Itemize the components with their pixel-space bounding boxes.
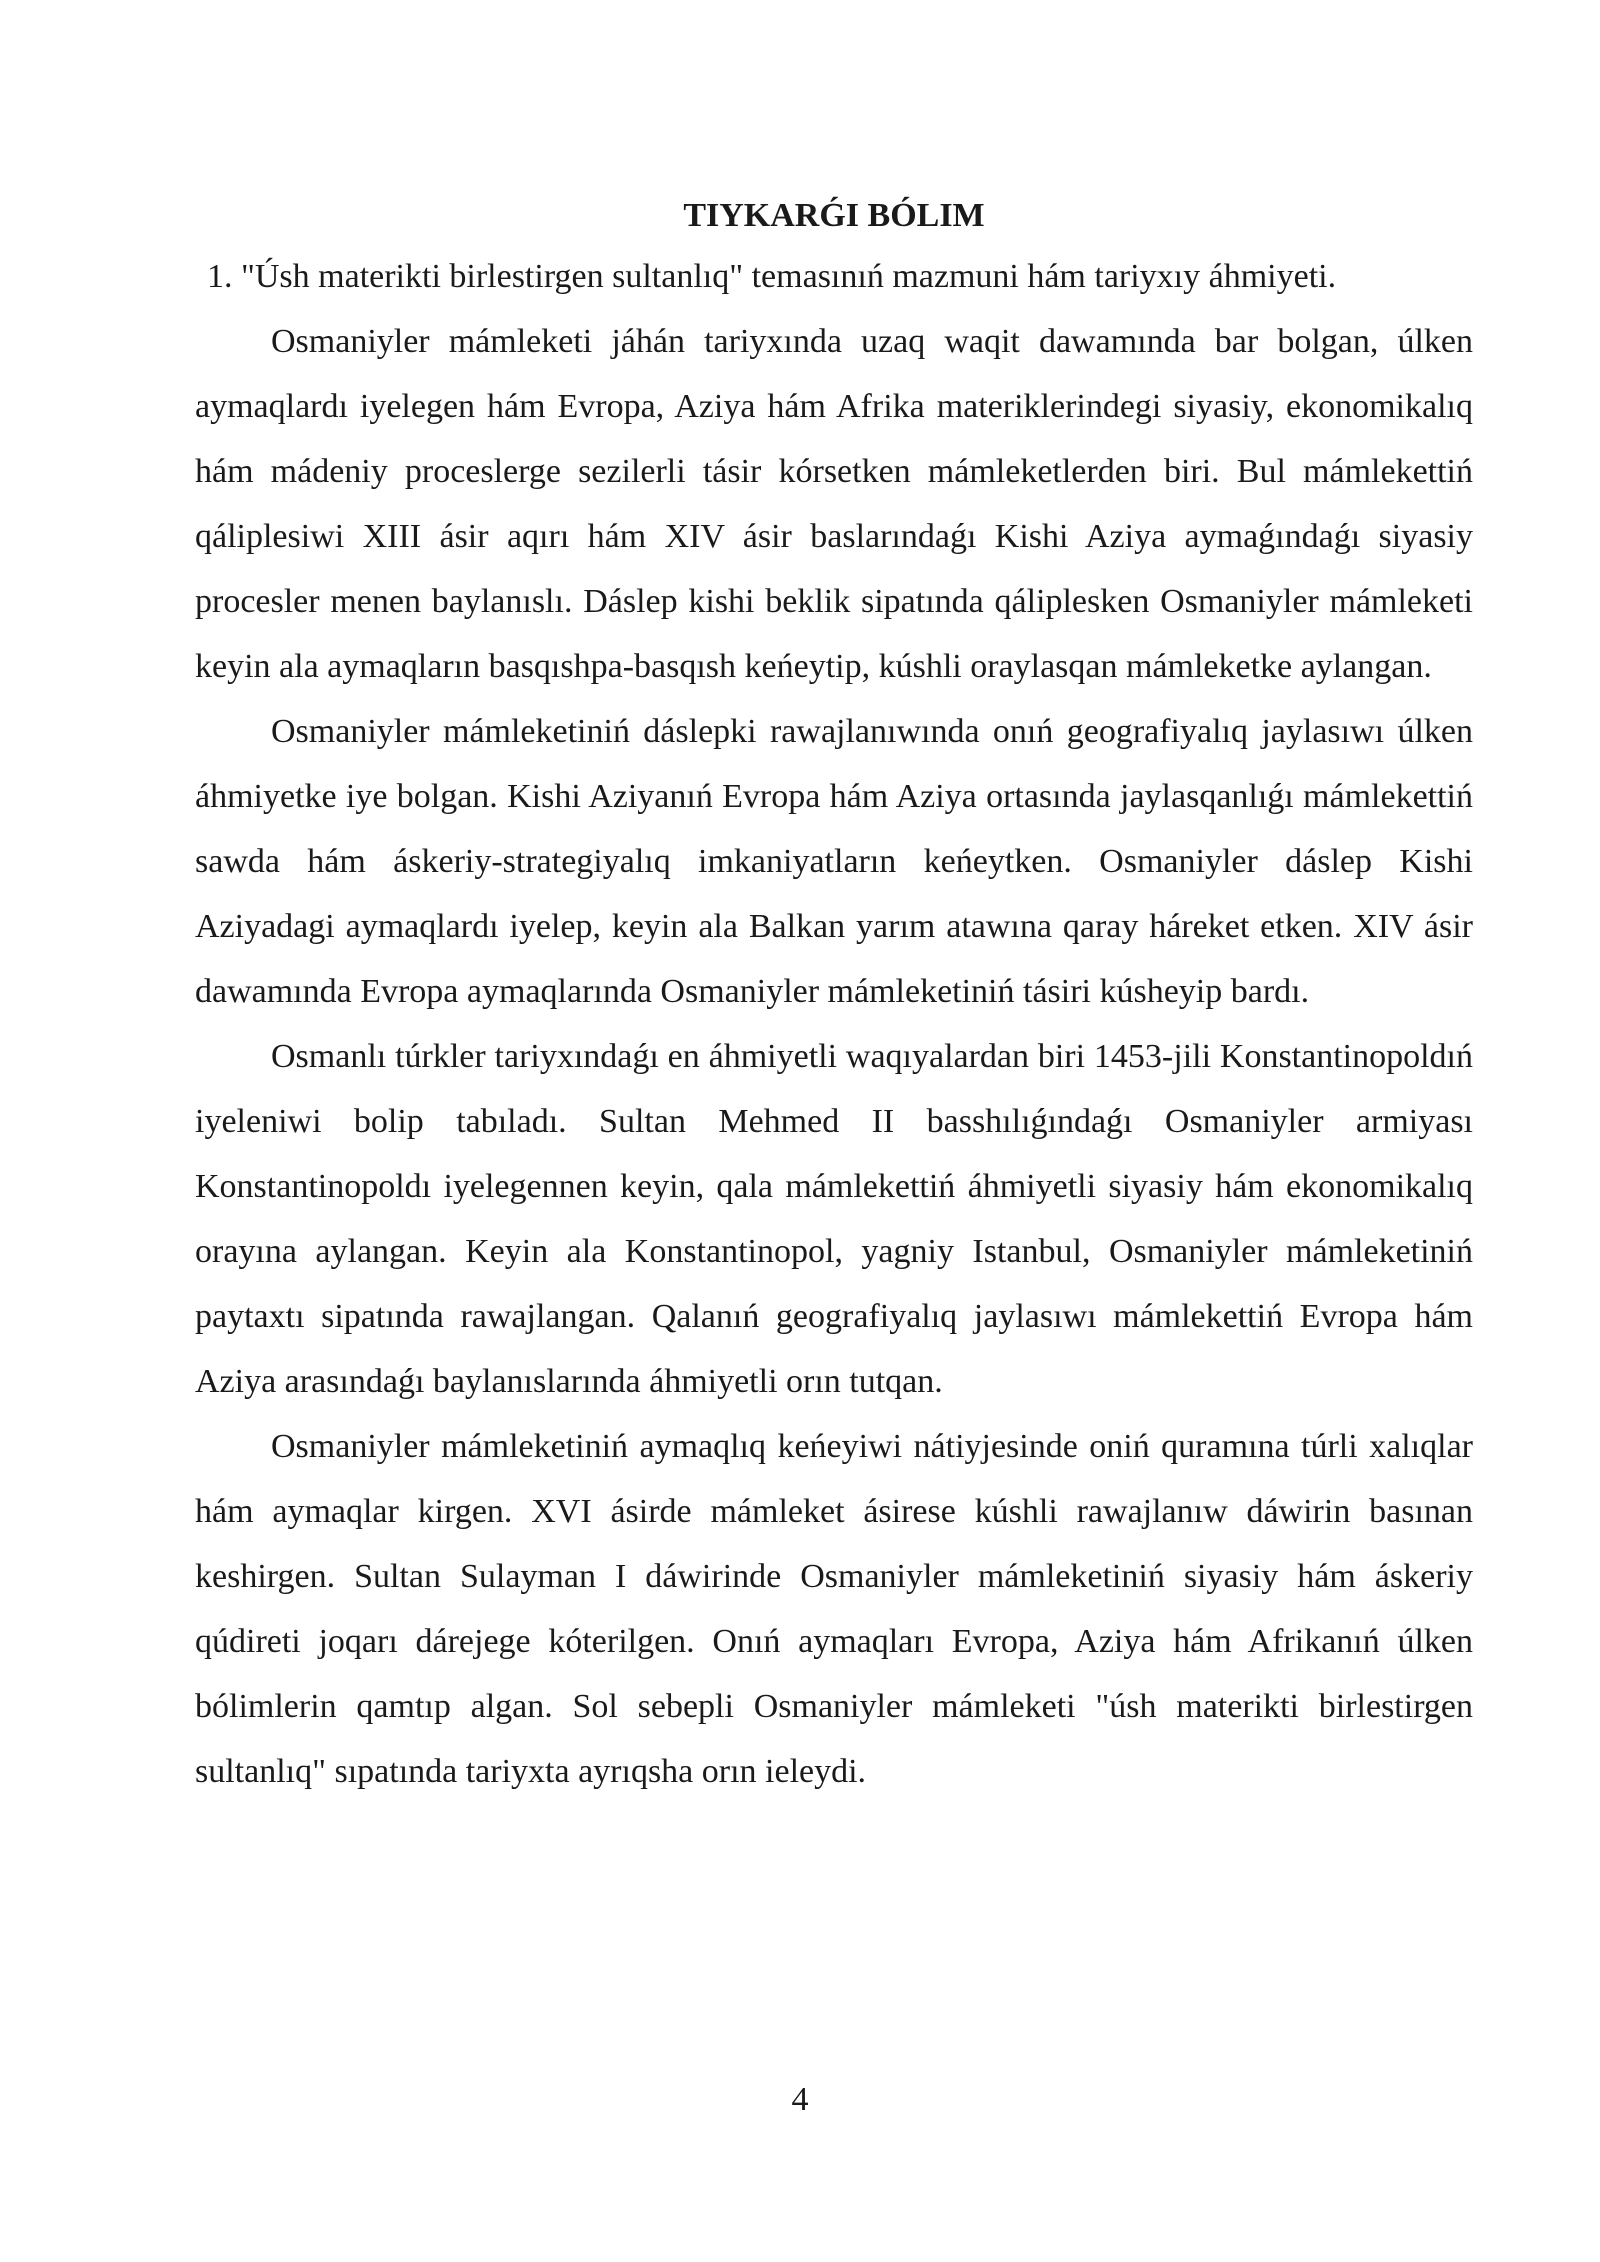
paragraph-3: Osmanlı túrkler tariyxındaǵı en áhmiyetli waqıyalardan biri 1453-jili Konstantinopoldıń iyeleniwi bolip tabıladı. Sultan Mehmed II basshılıǵındaǵı Osmaniyler armiyası Konstantinopoldı iyelegennen keyin, qala mámlekettiń áhmiyetli siyasiy hám ekonomikalıq orayına aylangan. Keyin ala Konstantinopol, yagniy Istanbul, Osmaniyler mámleketiniń paytaxtı sipatında rawajlangan. Qalanıń geografiyalıq jaylasıwı mámlekettiń Evropa hám Aziya arasındaǵı baylanıslarında áhmiyetli orın tutqan. <box>195 1038 1473 1400</box>
section-heading: 1. "Úsh materikti birlestirgen sultanlıq" temasınıń mazmuni hám tariyxıy áhmiyeti. <box>207 258 1337 295</box>
paragraph-1: Osmaniyler mámleketi jáhán tariyxında uzaq waqit dawamında bar bolgan, úlken aymaqlardı iyelegen hám Evropa, Aziya hám Afrika materiklerindegi siyasiy, ekonomikalıq hám mádeniy proceslerge sezilerli tásir kórsetken mámleketlerden biri. Bul mámlekettiń qáliplesiwi XIII ásir aqırı hám XIV ásir baslarındaǵı Kishi Aziya aymaǵındaǵı siyasiy procesler menen baylanıslı. Dáslep kishi beklik sipatında qáliplesken Osmaniyler mámleketi keyin ala aymaqların basqıshpa-basqısh keńeytip, kúshli oraylasqan mámleketke aylangan. <box>195 323 1473 685</box>
chapter-title: TIYKARǴI BÓLIM <box>683 197 985 234</box>
page-number: 4 <box>791 2081 809 2118</box>
paragraph-2: Osmaniyler mámleketiniń dáslepki rawajlanıwında onıń geografiyalıq jaylasıwı úlken áhmiyetke iye bolgan. Kishi Aziyanıń Evropa hám Aziya ortasında jaylasqanlıǵı mámlekettiń sawda hám áskeriy-strategiyalıq imkaniyatların keńeytken. Osmaniyler dáslep Kishi Aziyadagi aymaqlardı iyelep, keyin ala Balkan yarım atawına qaray háreket etken. XIV ásir dawamında Evropa aymaqlarında Osmaniyler mámleketiniń tásiri kúsheyip bardı. <box>195 713 1473 1010</box>
paragraph-4: Osmaniyler mámleketiniń aymaqlıq keńeyiwi nátiyjesinde oniń quramına túrli xalıqlar hám aymaqlar kirgen. XVI ásirde mámleket ásirese kúshli rawajlanıw dáwirin basınan keshirgen. Sultan Sulayman I dáwirinde Osmaniyler mámleketiniń siyasiy hám áskeriy qúdireti joqarı dárejege kóterilgen. Onıń aymaqları Evropa, Aziya hám Afrikanıń úlken bólimlerin qamtıp algan. Sol sebepli Osmaniyler mámleketi "úsh materikti birlestirgen sultanlıq" sıpatında tariyxta ayrıqsha orın ieleydi. <box>195 1428 1473 1790</box>
document-body <box>195 188 1473 1804</box>
